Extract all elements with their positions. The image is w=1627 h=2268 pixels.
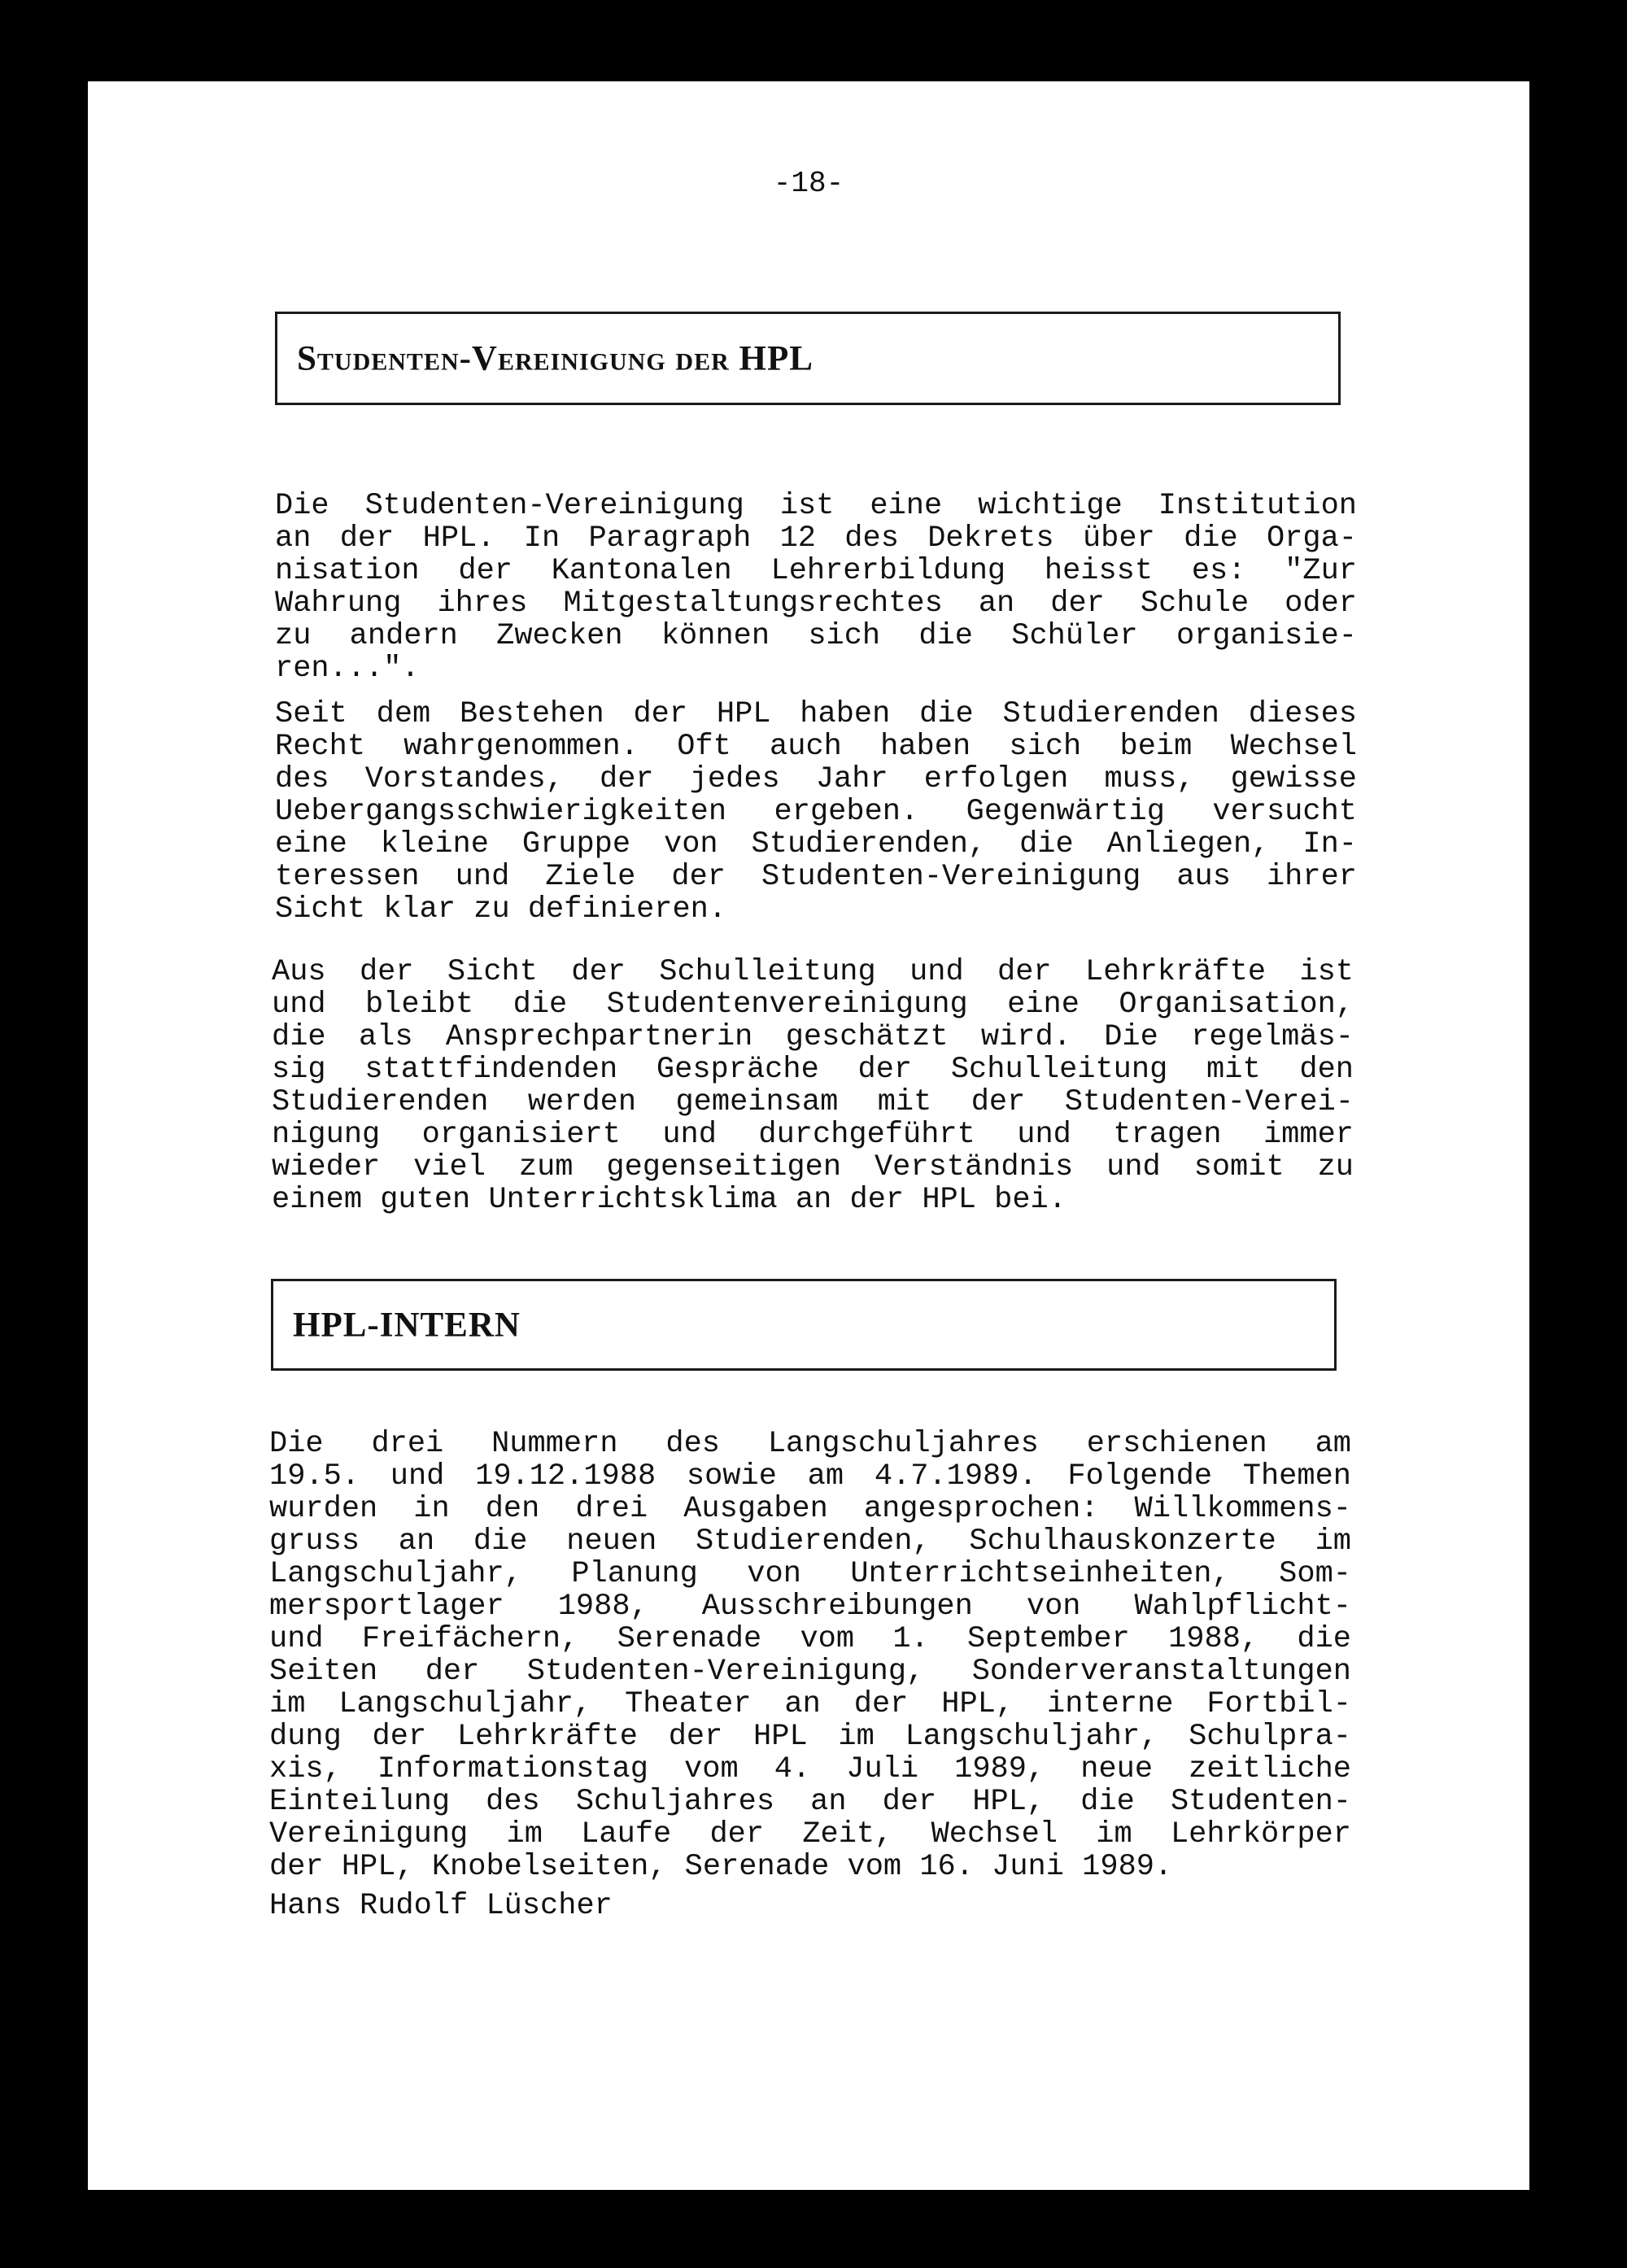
text-line: der HPL, Knobelseiten, Serenade vom 16. Juni 1989. [269,1850,1173,1884]
text-line: zu andern Zwecken können sich die Schüler organisie- [275,619,1357,653]
text-line: an der HPL. In Paragraph 12 des Dekrets über die Orga- [275,521,1357,556]
text-line: eine kleine Gruppe von Studierenden, die Anliegen, In- [275,827,1357,861]
text-line: ren...". [275,652,420,686]
text-line: und Freifächern, Serenade vom 1. September 1988, die [269,1622,1351,1656]
text-line: teressen und Ziele der Studenten-Vereinigung aus ihrer [275,860,1357,894]
section-heading-box [275,312,1341,405]
paragraph [272,956,1354,1216]
text-line: Seiten der Studenten-Vereinigung, Sonderveranstaltungen [269,1655,1351,1689]
text-line: Recht wahrgenommen. Oft auch haben sich beim Wechsel [275,730,1357,764]
paragraph [269,1428,1351,1883]
text-line: dung der Lehrkräfte der HPL im Langschuljahr, Schulpra- [269,1720,1351,1754]
text-line: Einteilung des Schuljahres an der HPL, die Studenten- [269,1785,1351,1819]
text-line: Langschuljahr, Planung von Unterrichtseinheiten, Som- [269,1557,1351,1591]
text-line: 19.5. und 19.12.1988 sowie am 4.7.1989. Folgende Themen [269,1459,1351,1494]
text-line: Die Studenten-Vereinigung ist eine wichtige Institution [275,489,1357,523]
text-line: Studierenden werden gemeinsam mit der Studenten-Verei- [272,1085,1354,1119]
text-line: die als Ansprechpartnerin geschätzt wird. Die regelmäs- [272,1020,1354,1054]
section-heading: Studenten-Vereinigung der HPL [297,339,814,377]
page-number: -18- [773,167,844,200]
author-signature: Hans Rudolf Lüscher [269,1889,613,1923]
text-line: mersportlager 1988, Ausschreibungen von Wahlpflicht- [269,1590,1351,1624]
text-line: gruss an die neuen Studierenden, Schulhauskonzerte im [269,1524,1351,1559]
text-line: sig stattfindenden Gespräche der Schulleitung mit den [272,1053,1354,1087]
document-page [88,81,1529,2190]
text-line: xis, Informationstag vom 4. Juli 1989, neue zeitliche [269,1752,1351,1786]
text-line: und bleibt die Studentenvereinigung eine Organisation, [272,988,1354,1022]
text-line: Vereinigung im Laufe der Zeit, Wechsel im Lehrkörper [269,1817,1351,1851]
text-line: Aus der Sicht der Schulleitung und der Lehrkräfte ist [272,955,1354,989]
text-line: wurden in den drei Ausgaben angesprochen: Willkommens- [269,1492,1351,1526]
text-line: Sicht klar zu definieren. [275,892,727,927]
text-line: Wahrung ihres Mitgestaltungsrechtes an der Schule oder [275,587,1357,621]
text-line: des Vorstandes, der jedes Jahr erfolgen muss, gewisse [275,762,1357,796]
text-line: Die drei Nummern des Langschuljahres erschienen am [269,1427,1351,1461]
paragraph [275,698,1357,926]
text-line: Seit dem Bestehen der HPL haben die Studierenden dieses [275,697,1357,731]
section-heading-box [271,1279,1337,1371]
text-line: im Langschuljahr, Theater an der HPL, interne Fortbil- [269,1687,1351,1721]
text-line: nigung organisiert und durchgeführt und tragen immer [272,1118,1354,1152]
text-line: Uebergangsschwierigkeiten ergeben. Gegenwärtig versucht [275,795,1357,829]
paragraph [275,490,1357,685]
text-line: einem guten Unterrichtsklima an der HPL bei. [272,1183,1066,1217]
section-heading: HPL-INTERN [293,1306,521,1344]
text-line: wieder viel zum gegenseitigen Verständnis und somit zu [272,1150,1354,1184]
text-line: nisation der Kantonalen Lehrerbildung heisst es: "Zur [275,554,1357,588]
